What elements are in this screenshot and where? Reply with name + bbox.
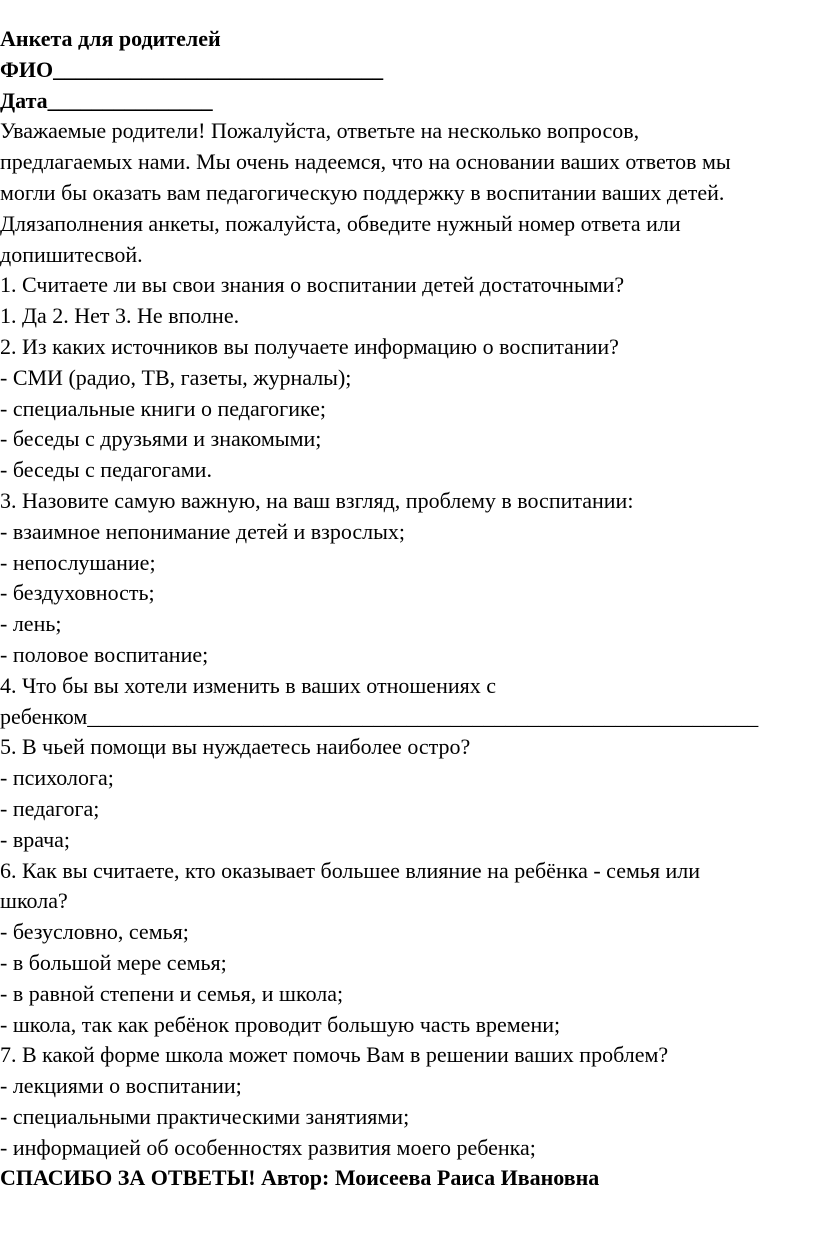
question-text: 2. Из каких источников вы получаете информацию о воспитании? — [0, 333, 619, 359]
question-2 — [0, 332, 816, 486]
answer-option: - в равной степени и семья, и школа; — [0, 980, 344, 1006]
question-text: 5. В чьей помощи вы нуждаетесь наиболее остро? — [0, 734, 471, 760]
answer-option: - беседы с друзьями и знакомыми; — [0, 426, 322, 452]
question-6 — [0, 856, 816, 1041]
intro-line: предлагаемых нами. Мы очень надеемся, что на основании ваших ответов мы — [0, 149, 731, 175]
intro-line: допишитесвой. — [0, 241, 143, 267]
question-text: 4. Что бы вы хотели изменить в ваших отношениях с — [0, 672, 496, 698]
answer-option: - безусловно, семья; — [0, 919, 189, 945]
answer-option: - СМИ (радио, ТВ, газеты, журналы); — [0, 364, 352, 390]
answer-option: - лекциями о воспитании; — [0, 1073, 242, 1099]
question-text: 7. В какой форме школа может помочь Вам в решении ваших проблем? — [0, 1042, 669, 1068]
document-title: Анкета для родителей — [0, 26, 221, 51]
date-label: Дата — [0, 87, 48, 113]
answer-option: - педагога; — [0, 795, 100, 821]
answer-option: - психолога; — [0, 765, 114, 791]
question-1 — [0, 270, 816, 332]
answer-option: - беседы с педагогами. — [0, 457, 212, 483]
intro-line: Длязаполнения анкеты, пожалуйста, обведите нужный номер ответа или — [0, 210, 681, 236]
intro-paragraph — [0, 116, 816, 270]
fio-label: ФИО — [0, 56, 54, 82]
answer-option: - информацией об особенностях развития моего ребенка; — [0, 1134, 536, 1160]
question-text: 3. Назовите самую важную, на ваш взгляд, проблему в воспитании: — [0, 487, 634, 513]
answer-option: - взаимное непонимание детей и взрослых; — [0, 518, 406, 544]
question-text: 1. Считаете ли вы свои знания о воспитании детей достаточными? — [0, 272, 625, 298]
fio-blank-line: ______________________________ — [53, 56, 384, 82]
questionnaire-document — [0, 24, 816, 1194]
fio-field — [0, 55, 816, 86]
question-text: 6. Как вы считаете, кто оказывает большее влияние на ребёнка - семья или — [0, 857, 701, 883]
question-5 — [0, 732, 816, 855]
footer-thanks: СПАСИБО ЗА ОТВЕТЫ! Автор: Моисеева Раиса Ивановна — [0, 1165, 600, 1191]
date-field — [0, 86, 816, 117]
intro-line: могли бы оказать вам педагогическую поддержку в воспитании ваших детей. — [0, 179, 725, 205]
question-4 — [0, 671, 816, 733]
question-3 — [0, 486, 816, 671]
question-7 — [0, 1040, 816, 1163]
answer-option: - врача; — [0, 826, 71, 852]
answer-option: 1. Да 2. Нет 3. Не вполне. — [0, 303, 240, 329]
answer-option: - специальными практическими занятиями; — [0, 1103, 410, 1129]
answer-option: - лень; — [0, 611, 62, 637]
answer-option: - половое воспитание; — [0, 641, 209, 667]
answer-option: - специальные книги о педагогике; — [0, 395, 326, 421]
intro-line: Уважаемые родители! Пожалуйста, ответьте на несколько вопросов, — [0, 118, 640, 144]
answer-option: - в большой мере семья; — [0, 949, 227, 975]
answer-option: - непослушание; — [0, 549, 156, 575]
question-text-answer-blank: ребенком_____________________________________________________________ — [0, 703, 759, 729]
date-blank-line: _______________ — [47, 87, 213, 113]
answer-option: - бездуховность; — [0, 580, 155, 606]
answer-option: - школа, так как ребёнок проводит большую часть времени; — [0, 1011, 561, 1037]
question-text: школа? — [0, 888, 68, 914]
